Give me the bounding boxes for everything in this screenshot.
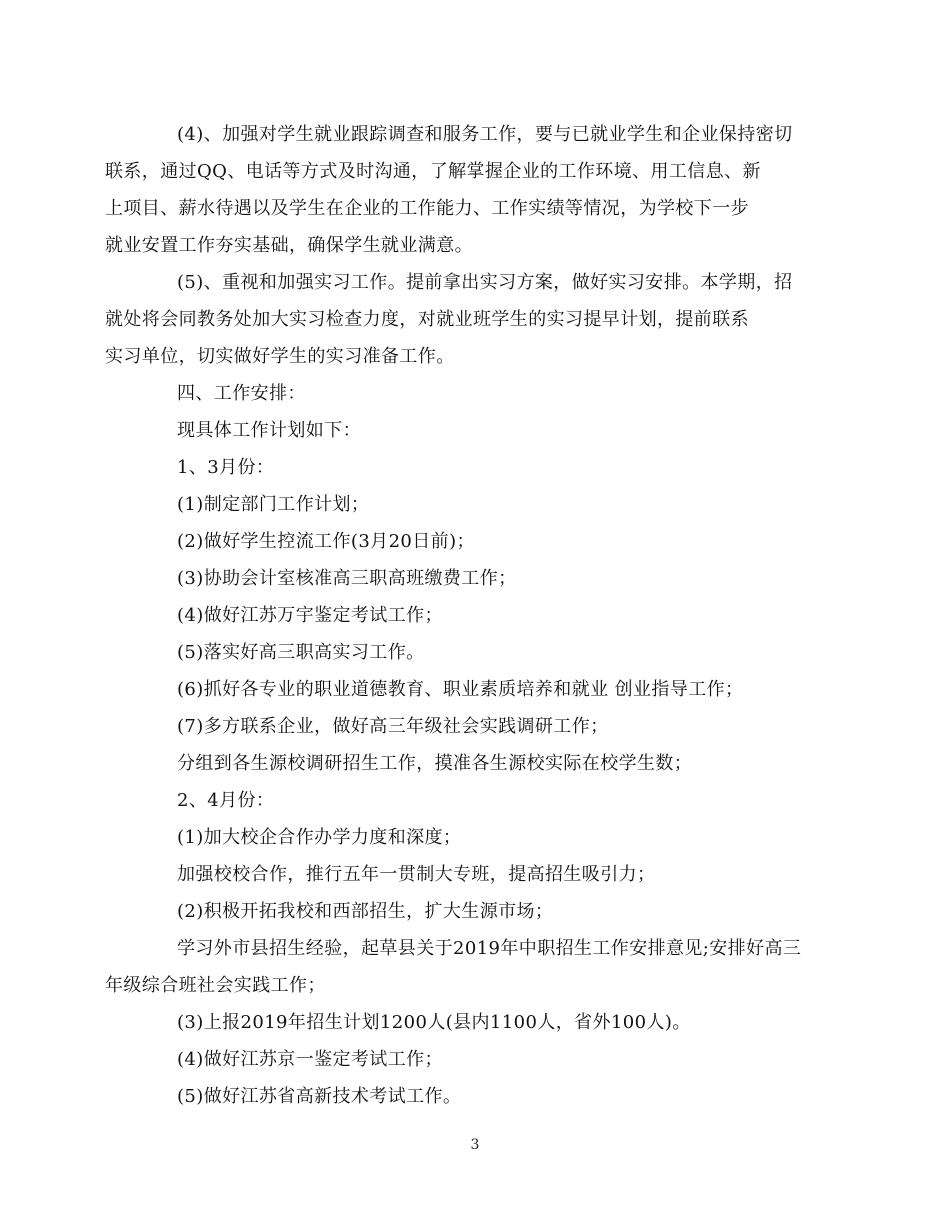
list-item: (6)抓好各专业的职业道德教育、职业素质培养和就业 创业指导工作； <box>177 679 744 700</box>
paragraph-line: (4)、加强对学生就业跟踪调查和服务工作，要与已就业学生和企业保持密切 <box>177 124 793 145</box>
paragraph-line: 年级综合班社会实践工作； <box>105 975 326 996</box>
paragraph-line: 上项目、薪水待遇以及学生在企业的工作能力、工作实绩等情况，为学校下一步 <box>105 198 749 219</box>
paragraph-5 <box>105 264 809 375</box>
paragraph-line: 就业安置工作夯实基础，确保学生就业满意。 <box>105 235 473 256</box>
document-body <box>105 116 809 1115</box>
list-item: (2)做好学生控流工作(3月20日前)； <box>177 531 475 552</box>
list-item: (1)加大校企合作办学力度和深度； <box>177 827 462 848</box>
section-heading: 四、工作安排： <box>177 383 306 404</box>
paragraph-line: 学习外市县招生经验，起草县关于2019年中职招生工作安排意见;安排好高三 <box>177 938 802 959</box>
list-item: (3)协助会计室核准高三职高班缴费工作； <box>177 568 517 589</box>
list-item: (4)做好江苏万宇鉴定考试工作； <box>177 605 443 626</box>
list-item: (7)多方联系企业，做好高三年级社会实践调研工作； <box>177 716 609 737</box>
paragraph-4 <box>105 116 809 264</box>
list-item: (3)上报2019年招生计划1200人(县内1100人，省外100人)。 <box>177 1012 691 1033</box>
paragraph-line: (5)、重视和加强实习工作。提前拿出实习方案，做好实习安排。本学期，招 <box>177 272 793 293</box>
list-item: (1)制定部门工作计划； <box>177 494 370 515</box>
list-item: 现具体工作计划如下： <box>177 420 361 441</box>
list-item-long <box>105 930 809 1004</box>
list-item: 分组到各生源校调研招生工作，摸准各生源校实际在校学生数； <box>177 753 693 774</box>
month-heading: 1、3月份： <box>177 457 275 478</box>
list-item: (4)做好江苏京一鉴定考试工作； <box>177 1049 443 1070</box>
month-heading: 2、4月份： <box>177 790 275 811</box>
paragraph-line: 就处将会同教务处加大实习检查力度，对就业班学生的实习提早计划，提前联系 <box>105 309 749 330</box>
page-number: 3 <box>470 1137 480 1153</box>
list-item: (2)积极开拓我校和西部招生，扩大生源市场； <box>177 901 554 922</box>
list-item: 加强校校合作，推行五年一贯制大专班，提高招生吸引力； <box>177 864 656 885</box>
paragraph-line: 联系，通过QQ、电话等方式及时沟通，了解掌握企业的工作环境、用工信息、新 <box>105 161 761 182</box>
list-item: (5)落实好高三职高实习工作。 <box>177 642 425 663</box>
list-item: (5)做好江苏省高新技术考试工作。 <box>177 1086 462 1107</box>
paragraph-line: 实习单位，切实做好学生的实习准备工作。 <box>105 346 455 367</box>
